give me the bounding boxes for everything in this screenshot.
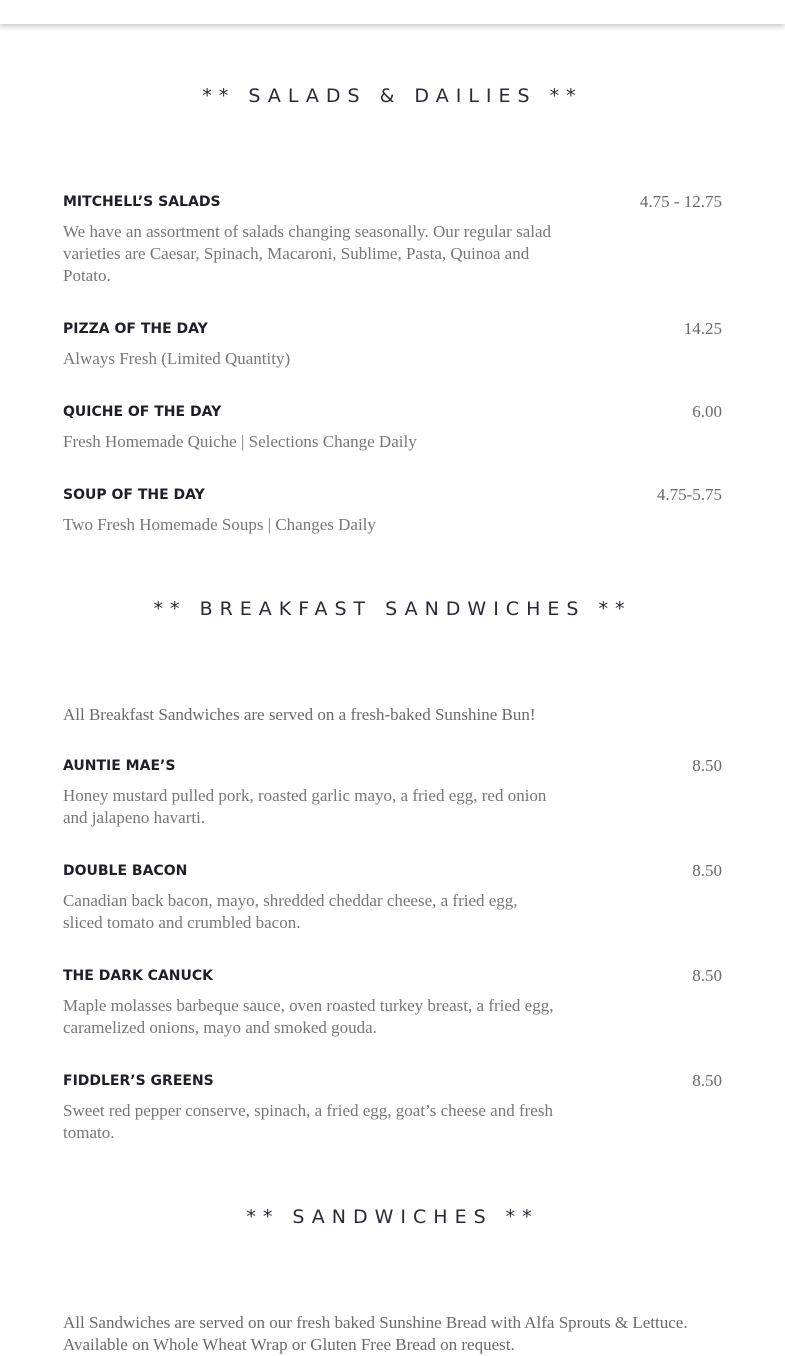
item-price: 4.75-5.75 — [656, 485, 722, 504]
item-description: Canadian back bacon, mayo, shredded cheddar cheese, a fried egg, sliced tomato and crumbled bacon. — [63, 891, 518, 932]
section-title-sandwiches: ** SANDWICHES ** — [246, 1206, 539, 1228]
menu-item-fiddlers-greens — [63, 1072, 722, 1144]
item-name: MITCHELL’S SALADS — [63, 194, 221, 210]
menu-item-quiche-of-the-day — [63, 403, 722, 453]
menu-item-soup-of-the-day — [63, 486, 722, 536]
item-name: DOUBLE BACON — [63, 863, 188, 879]
item-price: 14.25 — [683, 319, 722, 338]
section-title-salads-dailies: ** SALADS & DAILIES ** — [202, 85, 583, 107]
item-price: 8.50 — [692, 1071, 722, 1090]
menu-item-the-dark-canuck — [63, 967, 722, 1039]
item-description: Two Fresh Homemade Soups | Changes Daily — [63, 515, 376, 534]
item-price: 4.75 - 12.75 — [639, 192, 722, 211]
item-description: Always Fresh (Limited Quantity) — [63, 349, 291, 368]
item-name: THE DARK CANUCK — [63, 968, 213, 984]
item-price: 8.50 — [692, 966, 722, 985]
menu-item-double-bacon — [63, 862, 722, 934]
item-name: QUICHE OF THE DAY — [63, 404, 222, 420]
menu-item-pizza-of-the-day — [63, 320, 722, 370]
item-name: SOUP OF THE DAY — [63, 487, 205, 503]
menu-item-mitchells-salads — [63, 193, 722, 287]
item-description: We have an assortment of salads changing seasonally. Our regular salad varieties are Caesar, Spinach, Macaroni, Sublime, Pasta, Quinoa and Potato. — [63, 222, 552, 285]
item-description: Sweet red pepper conserve, spinach, a fried egg, goat’s cheese and fresh tomato. — [63, 1101, 553, 1142]
item-name: FIDDLER’S GREENS — [63, 1073, 214, 1089]
item-price: 6.00 — [692, 402, 722, 421]
item-description: Fresh Homemade Quiche | Selections Change Daily — [63, 432, 417, 451]
item-description: Maple molasses barbeque sauce, oven roasted turkey breast, a fried egg, caramelized onions, mayo and smoked gouda. — [63, 996, 554, 1037]
sandwiches-intro-text: All Sandwiches are served on our fresh baked Sunshine Bread with Alfa Sprouts & Lettuce. Available on Whole Wheat Wrap or Gluten Free Bread on request. — [63, 1313, 688, 1354]
item-price: 8.50 — [692, 756, 722, 775]
item-name: PIZZA OF THE DAY — [63, 321, 208, 337]
item-description: Honey mustard pulled pork, roasted garlic mayo, a fried egg, red onion and jalapeno havarti. — [63, 786, 547, 827]
item-name: AUNTIE MAE’S — [63, 758, 176, 774]
top-bar — [0, 0, 785, 24]
section-title-breakfast-sandwiches: ** BREAKFAST SANDWICHES ** — [153, 598, 632, 620]
menu-item-auntie-maes — [63, 757, 722, 829]
item-price: 8.50 — [692, 861, 722, 880]
breakfast-intro-text: All Breakfast Sandwiches are served on a fresh-baked Sunshine Bun! — [63, 705, 536, 724]
